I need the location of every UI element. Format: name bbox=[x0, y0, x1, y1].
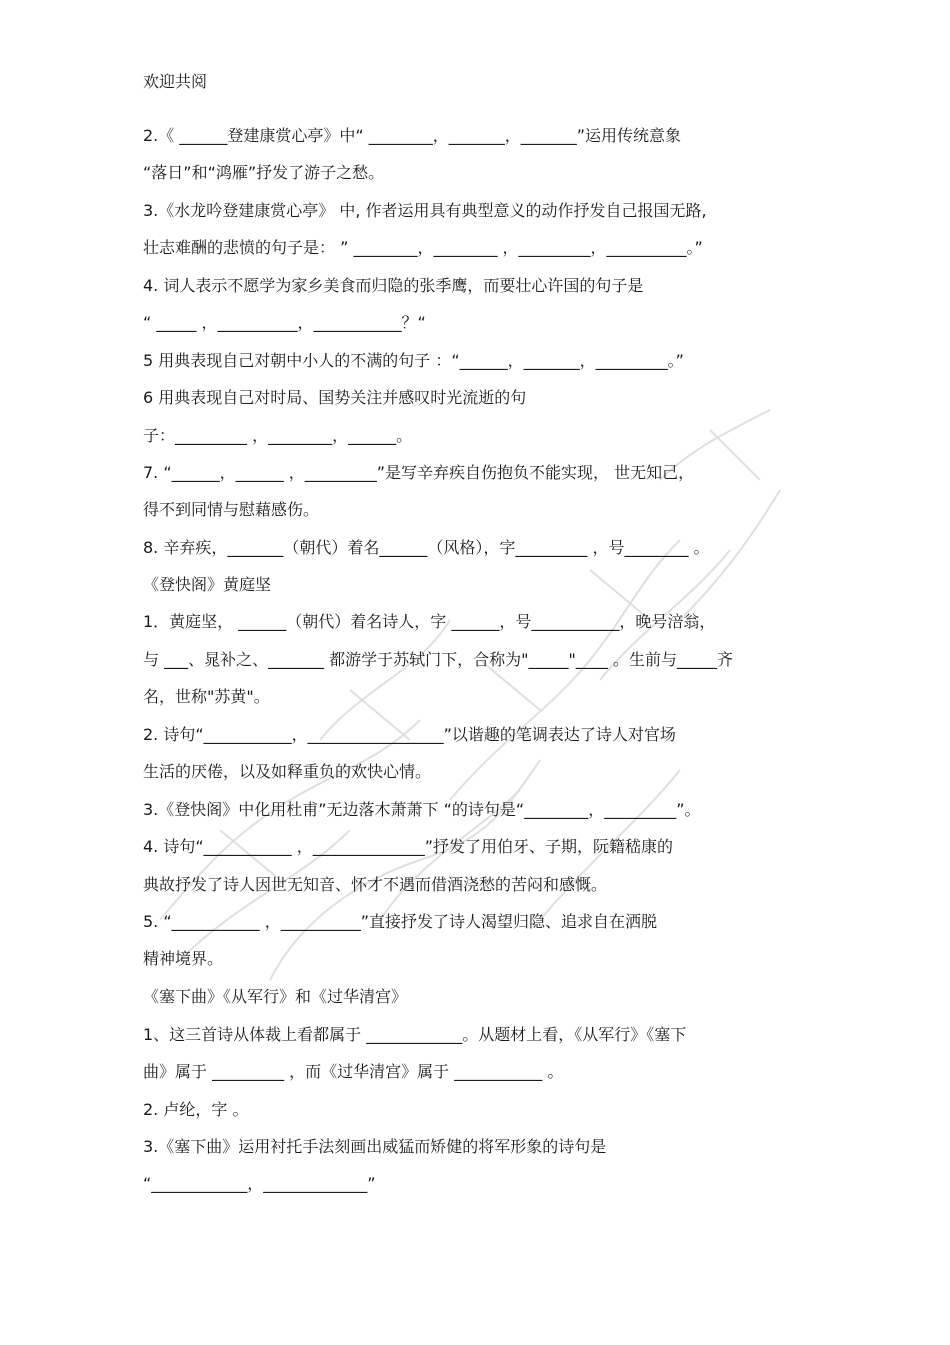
page-header: 欢迎共阅 bbox=[143, 72, 208, 91]
question-line: “落日”和“鸿雁”抒发了游子之愁。 bbox=[143, 163, 385, 182]
question-line: 得不到同情与慰藉感伤。 bbox=[143, 500, 320, 519]
question-line: 与 ___、晁补之、_______ 都游学于苏轼门下，合称为"_____"____ 。生前与_____齐 bbox=[143, 650, 733, 669]
question-line: 子：_________ ，________，______。 bbox=[143, 426, 413, 445]
question-line: 3.《塞下曲》运用衬托手法刻画出威猛而矫健的将军形象的诗句是 bbox=[143, 1137, 607, 1156]
question-line: 5 用典表现自己对朝中小人的不满的句子 ：“______，_______，_________。” bbox=[143, 351, 684, 370]
question-line: 曲》属于 _________ ，而《过华清宫》属于 ___________ 。 bbox=[143, 1062, 564, 1081]
question-line: 1、这三首诗从体裁上看都属于 ____________。从题材上看，《从军行》《塞下 bbox=[143, 1025, 687, 1044]
question-line: 7. “______，______ ，_________”是写辛弃疾自伤抱负不能实现， 世无知己， bbox=[143, 463, 695, 482]
question-line: 生活的厌倦，以及如释重负的欢快心情。 bbox=[143, 762, 432, 781]
question-line: 2. 诗句“___________，_________________”以谐趣的笔调表达了诗人对官场 bbox=[143, 725, 676, 744]
question-line: 8. 辛弃疾，_______（朝代）着名______（风格），字_________ ，号________ 。 bbox=[143, 538, 710, 557]
question-line: 壮志难酬的悲愤的句子是： ” ________，________ ，_________，__________。” bbox=[143, 238, 703, 257]
question-line: 4. 词人表示不愿学为家乡美食而归隐的张季鹰，而要壮心许国的句子是 bbox=[143, 276, 644, 295]
watermark-stamp bbox=[120, 360, 800, 1000]
section-heading: 《塞下曲》《从军行》和《过华清宫》 bbox=[143, 987, 408, 1006]
question-line: “____________，_____________” bbox=[143, 1174, 376, 1193]
question-line: 4. 诗句“___________ ，______________”抒发了用伯牙、子期，阮籍嵇康的 bbox=[143, 837, 674, 856]
question-line: 2. 卢纶，字 。 bbox=[143, 1100, 249, 1119]
question-line: 6 用典表现自己对时局、国势关注并感叹时光流逝的句 bbox=[143, 388, 527, 407]
question-line: 名，世称"苏黄"。 bbox=[143, 687, 270, 706]
question-line: 典故抒发了诗人因世无知音、怀才不遇而借酒浇愁的苦闷和感慨。 bbox=[143, 875, 608, 894]
question-line: “ _____ ，__________，___________？“ bbox=[143, 313, 426, 332]
question-line: 1．黄庭坚， ______（朝代）着名诗人，字 ______，号___________，晚号涪翁， bbox=[143, 612, 716, 631]
question-line: 3.《登快阁》中化用杜甫”无边落木萧萧下 “的诗句是“________，_________”。 bbox=[143, 800, 701, 819]
question-line: 3.《水龙吟登建康赏心亭》 中, 作者运用具有典型意义的动作抒发自己报国无路, bbox=[143, 201, 707, 220]
question-line: 精神境界。 bbox=[143, 949, 224, 968]
section-heading: 《登快阁》黄庭坚 bbox=[143, 575, 272, 594]
question-line: 5. “___________ ，__________”直接抒发了诗人渴望归隐、追求自在洒脱 bbox=[143, 912, 658, 931]
question-line: 2.《 ______登建康赏心亭》中“ ________，_______，_______”运用传统意象 bbox=[143, 126, 682, 145]
